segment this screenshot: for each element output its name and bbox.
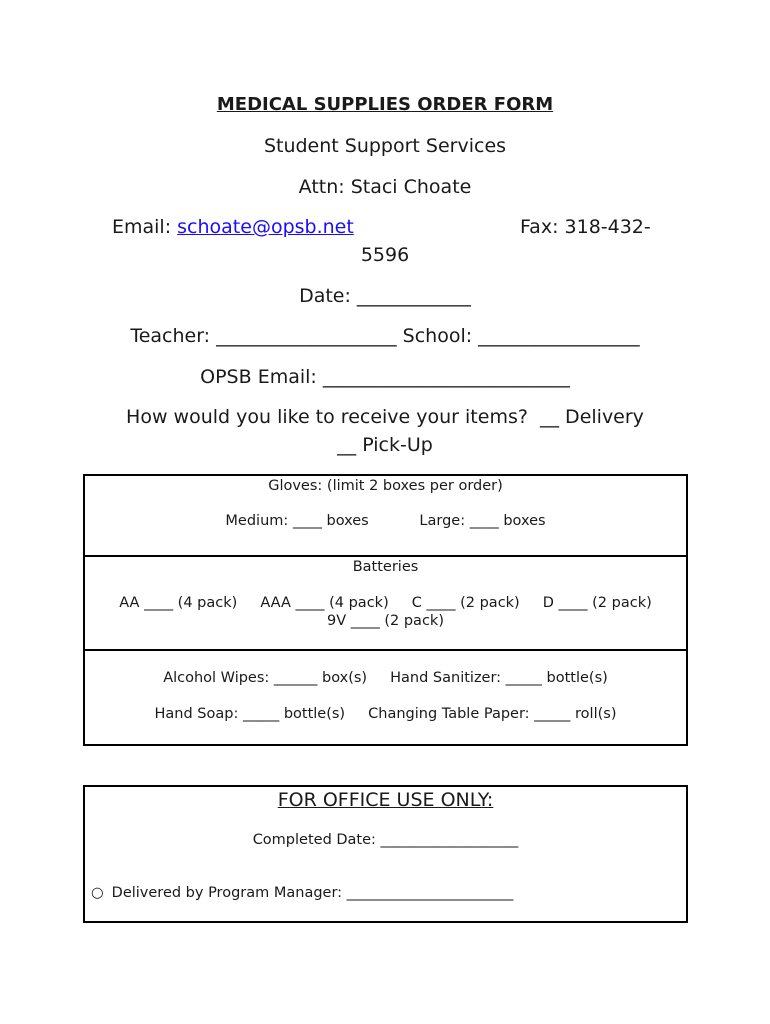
receive-method-pickup[interactable]: __ Pick-Up [337,434,433,456]
receive-method-question[interactable]: How would you like to receive your items? __ Delivery [126,406,644,428]
fax-number-continued: 5596 [360,244,410,266]
office-use-box [83,785,688,923]
bullet-icon: ○ [91,885,104,901]
gloves-heading: Gloves: (limit 2 boxes per order) [268,478,503,494]
date-field[interactable]: Date: ____________ [299,285,471,307]
misc-supplies-line-1[interactable]: Alcohol Wipes: ______ box(s) Hand Sanitizer: _____ bottle(s) [163,670,608,686]
email-link[interactable]: schoate@opsb.net [177,216,354,238]
office-use-title: FOR OFFICE USE ONLY: [277,789,494,811]
attention-line: Attn: Staci Choate [298,176,472,198]
fax-label: Fax: 318-432- [520,216,651,238]
batteries-line-1[interactable]: AA ____ (4 pack) AAA ____ (4 pack) C ____ (2 pack) D ____ (2 pack) [119,595,652,611]
batteries-heading: Batteries [352,559,419,575]
divider [85,555,686,557]
batteries-line-2[interactable]: 9V ____ (2 pack) [327,613,444,629]
form-title: MEDICAL SUPPLIES ORDER FORM [216,94,554,115]
delivered-by-label: Delivered by Program Manager: _______________________ [111,885,514,901]
supplies-table [83,474,688,746]
completed-date-field[interactable]: Completed Date: ___________________ [252,832,519,848]
email-line [112,216,354,238]
email-label: Email: [112,216,178,238]
misc-supplies-line-2[interactable]: Hand Soap: _____ bottle(s) Changing Table Paper: _____ roll(s) [154,706,617,722]
opsb-email-field[interactable]: OPSB Email: __________________________ [200,366,570,388]
department-name: Student Support Services [263,135,507,157]
delivered-by-field[interactable] [91,885,513,901]
gloves-sizes[interactable]: Medium: ____ boxes Large: ____ boxes [225,513,546,529]
divider [85,649,686,651]
teacher-school-field[interactable]: Teacher: ___________________ School: _________________ [130,325,640,347]
